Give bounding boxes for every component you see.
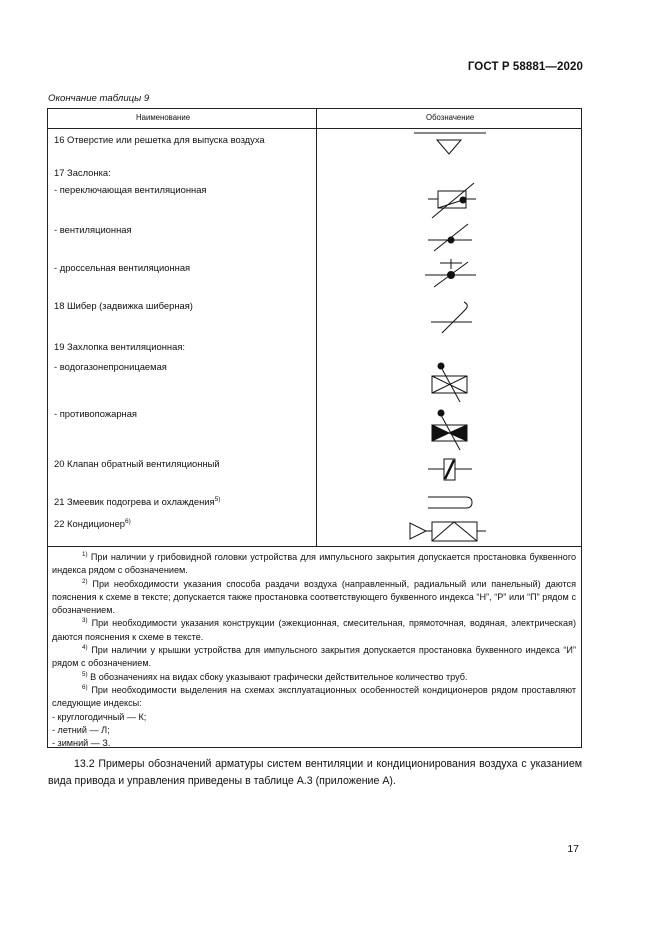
footnote-mark: 3) (82, 617, 88, 625)
row-label: - вентиляционная (54, 224, 132, 235)
switching-damper-symbol (428, 183, 476, 218)
air-conditioner-symbol (410, 522, 486, 541)
row-label: 20 Клапан обратный вентиляционный (54, 458, 220, 469)
table-caption: Окончание таблицы 9 (48, 93, 150, 104)
footnote-ref: 5) (214, 496, 221, 503)
row-label: 16 Отверстие или решетка для выпуска воздуха (54, 134, 265, 145)
page-number: 17 (567, 843, 579, 855)
body-paragraph (48, 756, 582, 789)
footnote (52, 684, 576, 711)
footnote-text: В обозначениях на видах сбоку указывают графически действительное количество труб. (90, 671, 468, 682)
footnote-mark: 6) (82, 683, 88, 691)
symbols-table (47, 108, 582, 748)
row-label: - водогазонепроницаемая (54, 361, 167, 372)
table-notes (52, 551, 576, 750)
footnote-text: При необходимости выделения на схемах эксплуатационных особенностей кондиционеров рядом проставляют следующие индексы: (52, 684, 576, 709)
row-label: 21 Змеевик подогрева и охлаждения (54, 496, 215, 508)
footnote (52, 578, 576, 618)
row-label: 19 Захлопка вентиляционная: (54, 341, 186, 352)
row-label: 17 Заслонка: (54, 167, 111, 178)
document-code: ГОСТ Р 58881—2020 (467, 61, 583, 73)
footnote (52, 551, 576, 578)
row-label: - противопожарная (54, 408, 137, 419)
footnote-list-item: - зимний — З. (52, 738, 111, 749)
footnote-mark: 1) (82, 550, 88, 558)
footnote-text: При наличии у грибовидной головки устройства для импульсного закрытия допускается простановка буквенного индекса рядом с обозначением. (52, 552, 576, 576)
footnote-text: При необходимости указания способа раздачи воздуха (направленный, радиальный или панельный) даются пояснения к схеме в тексте; допускается также простановка соответствующего буквенного индекса “Н”, “Р” или “П” рядом с обозначением. (52, 578, 577, 616)
footnote (52, 671, 576, 684)
footnote (52, 617, 576, 644)
gastight-flap-symbol (432, 363, 467, 402)
footnote-ref: 6) (125, 518, 131, 525)
footnote-text: При необходимости указания конструкции (эжекционная, смесительная, прямоточная, водяная, электрическая) даются пояснения к схеме в тексте. (52, 618, 576, 642)
footnote-list-item: - летний — Л; (52, 724, 110, 735)
row-label: - дроссельная вентиляционная (54, 262, 191, 273)
ventilation-damper-symbol (428, 224, 472, 251)
row-label: - переключающая вентиляционная (54, 184, 207, 195)
row-label: 18 Шибер (задвижка шиберная) (54, 300, 193, 311)
footnote-mark: 5) (82, 670, 88, 678)
gate-slide-symbol (431, 302, 472, 333)
fire-flap-symbol (432, 410, 467, 450)
footnote-list-item: - круглогодичный — К; (52, 711, 147, 722)
check-valve-symbol (428, 459, 472, 480)
throttle-damper-symbol (425, 259, 476, 287)
body-paragraph-text: 13.2 Примеры обозначений арматуры систем вентиляции и кондиционирования воздуха с указанием вида привода и управления приведены в таблице А.3 (приложение А). (48, 758, 582, 787)
footnote (52, 644, 576, 671)
row-label: 22 Кондиционер (54, 518, 126, 530)
footnote-text: При наличии у крышки устройства для импульсного закрытия допускается простановка буквенного индекса “И” рядом с обозначением. (52, 645, 576, 669)
footnote-mark: 2) (82, 577, 88, 585)
symbols-drawing (48, 109, 581, 547)
column-header-symbol: Обозначение (426, 113, 475, 122)
column-header-name: Наименование (136, 113, 191, 122)
heating-cooling-coil-symbol (428, 497, 472, 508)
footnote-mark: 4) (82, 644, 88, 652)
air-outlet-grille-symbol (414, 133, 486, 154)
